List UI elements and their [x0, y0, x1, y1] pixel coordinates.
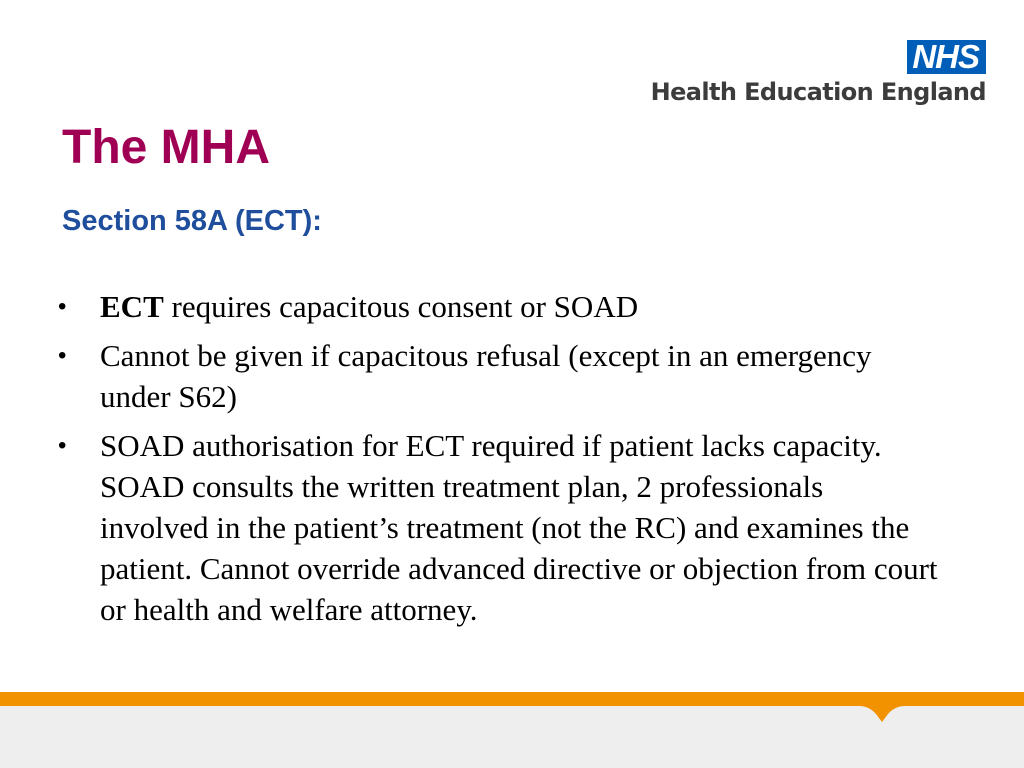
org-name: Health Education England [650, 78, 986, 106]
bullet-item [58, 286, 938, 327]
bullet-item [58, 335, 938, 417]
bullet-bold-term: ECT [100, 289, 164, 324]
bullet-item [58, 425, 938, 630]
bullet-text: requires capacitous consent or SOAD [163, 289, 639, 324]
bullet-icon: • [58, 293, 67, 320]
footer-grey-band [0, 706, 1024, 768]
slide-title: The MHA [62, 121, 270, 174]
bullet-icon: • [58, 342, 67, 369]
footer-band [0, 692, 1024, 768]
bullet-icon: • [58, 432, 67, 459]
nhs-logo-mark: NHS [907, 40, 986, 74]
nhs-hee-logo [651, 40, 986, 106]
bullet-text: Cannot be given if capacitous refusal (except in an emergency under S62) [100, 338, 872, 414]
bullet-list [58, 286, 938, 638]
bullet-text: SOAD authorisation for ECT required if patient lacks capacity. SOAD consults the written treatment plan, 2 professionals involved in the patient’s treatment (not the RC) and examines the patient. Cannot override advanced directive or objection from court or health and welfare attorney. [100, 428, 938, 627]
slide-subtitle: Section 58A (ECT): [62, 205, 322, 237]
